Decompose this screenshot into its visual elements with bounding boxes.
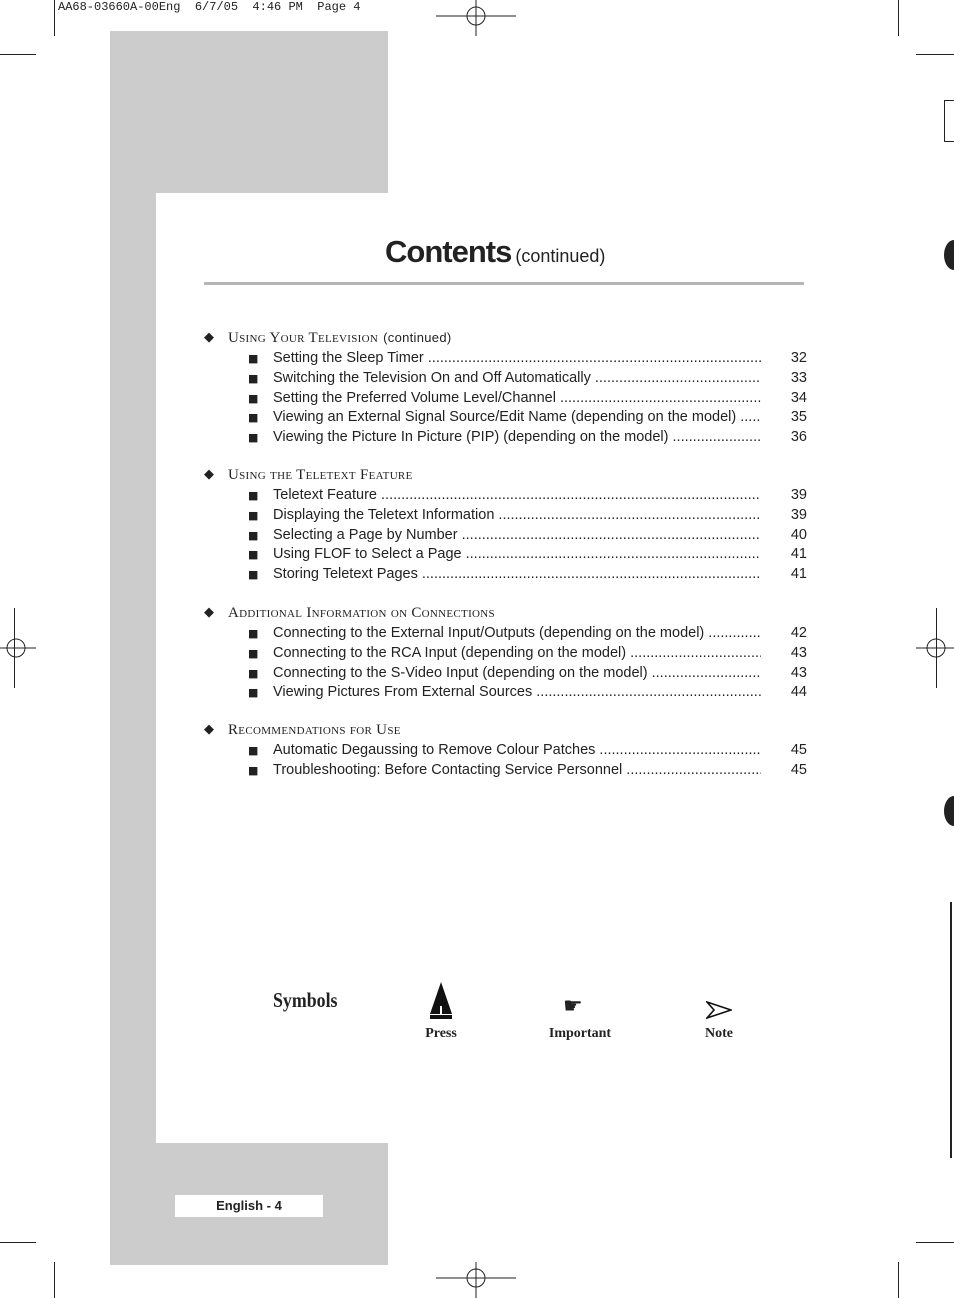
section-heading-sub: (continued) [383, 330, 452, 345]
crop-mark [54, 0, 55, 36]
title-rule [204, 282, 804, 285]
crop-mark [0, 54, 36, 55]
square-bullet-icon: ■ [248, 431, 259, 445]
square-bullet-icon: ■ [248, 763, 259, 777]
diamond-icon: ◆ [204, 722, 215, 737]
page-footer: English - 4 [175, 1195, 323, 1217]
symbols-label: Symbols [273, 988, 338, 1012]
crop-mark [916, 54, 954, 55]
toc-item[interactable] [204, 665, 824, 685]
toc-item[interactable] [204, 429, 824, 449]
press-arrow-icon [428, 982, 454, 1020]
edge-line [950, 902, 952, 1158]
toc-item-page: 45 [790, 761, 807, 778]
toc-item-label: Viewing Pictures From External Sources ..... [273, 684, 761, 700]
edge-tab-circle [944, 240, 954, 270]
square-bullet-icon: ■ [248, 666, 259, 680]
toc-item-page: 42 [790, 625, 807, 641]
toc-item[interactable] [204, 390, 824, 410]
toc-section [204, 467, 824, 586]
square-bullet-icon: ■ [248, 508, 259, 522]
crop-mark [898, 0, 899, 36]
toc-section [204, 722, 824, 782]
print-slug: AA68-03660A-00Eng 6/7/05 4:46 PM Page 4 [58, 0, 361, 14]
toc-item-page: 36 [790, 429, 807, 446]
edge-tab-circle [944, 796, 954, 826]
toc-item-page: 32 [790, 350, 807, 366]
section-heading [204, 467, 824, 487]
section-heading [204, 605, 824, 625]
edge-bracket [944, 100, 954, 142]
page-title [385, 234, 605, 270]
diamond-icon: ◆ [204, 605, 215, 620]
section-heading-text: Recommendations for Use [228, 722, 401, 738]
toc-item-page: 45 [790, 742, 807, 758]
toc-item-label: Storing Teletext Pages ..... [273, 566, 761, 582]
toc-item[interactable] [204, 527, 824, 547]
toc-item[interactable] [204, 409, 824, 429]
toc-item-label: Connecting to the RCA Input (depending on the model) ..... [273, 645, 761, 661]
toc-item-page: 41 [790, 546, 807, 563]
toc-item-page: 40 [790, 526, 807, 543]
toc-item[interactable] [204, 645, 824, 665]
toc-item-page: 39 [790, 487, 807, 503]
toc-item-label: Connecting to the S-Video Input (depending on the model) ..... [273, 665, 761, 681]
toc-item-label: Setting the Sleep Timer ..... [273, 350, 761, 366]
toc-section [204, 330, 824, 449]
toc-item-page: 41 [790, 566, 807, 583]
toc-item[interactable] [204, 566, 824, 586]
pointing-hand-icon: ☛ [563, 994, 583, 1019]
arrowhead-icon [706, 1001, 732, 1019]
toc-item-page: 43 [790, 644, 807, 661]
square-bullet-icon: ■ [248, 489, 259, 502]
section-heading-text: Using the Teletext Feature [228, 467, 413, 483]
toc-item[interactable] [204, 742, 824, 762]
toc-item[interactable] [204, 684, 824, 704]
crop-mark [0, 1242, 36, 1243]
toc-item-label: Using FLOF to Select a Page ..... [273, 546, 761, 562]
square-bullet-icon: ■ [248, 744, 259, 757]
square-bullet-icon: ■ [248, 686, 259, 700]
toc-item-page: 35 [790, 409, 807, 426]
crop-mark [916, 1242, 954, 1243]
section-heading-text: Additional Information on Connections [228, 605, 495, 621]
toc-item-label: Setting the Preferred Volume Level/Channel ..... [273, 390, 761, 406]
toc-item-label: Troubleshooting: Before Contacting Service Personnel ..... [273, 762, 761, 778]
toc-item-label: Displaying the Teletext Information ..... [273, 507, 761, 523]
toc-item[interactable] [204, 625, 824, 645]
diamond-icon: ◆ [204, 467, 215, 482]
square-bullet-icon: ■ [248, 568, 259, 582]
toc-item-label: Viewing the Picture In Picture (PIP) (depending on the model) ..... [273, 429, 761, 445]
toc-item-page: 44 [790, 684, 807, 701]
crop-mark [898, 1262, 899, 1298]
title-sub: (continued) [515, 246, 606, 266]
toc-item[interactable] [204, 370, 824, 390]
square-bullet-icon: ■ [248, 352, 259, 365]
toc-item[interactable] [204, 507, 824, 527]
square-bullet-icon: ■ [248, 646, 259, 660]
note-caption: Note [705, 1026, 733, 1041]
toc-item-page: 39 [790, 506, 807, 523]
toc-item[interactable] [204, 487, 824, 507]
toc-item-label: Connecting to the External Input/Outputs (depending on the model) ..... [273, 625, 761, 641]
square-bullet-icon: ■ [248, 391, 259, 405]
registration-mark-top [436, 0, 516, 36]
registration-mark-bottom [436, 1262, 516, 1298]
top-gray-band [110, 31, 388, 193]
square-bullet-icon: ■ [248, 528, 259, 542]
section-heading [204, 330, 824, 350]
toc-item[interactable] [204, 350, 824, 370]
title-main: Contents [385, 234, 512, 269]
toc-item[interactable] [204, 762, 824, 782]
left-gray-strip [110, 193, 156, 1265]
registration-mark-right [916, 628, 954, 668]
square-bullet-icon: ■ [248, 548, 259, 562]
square-bullet-icon: ■ [248, 371, 259, 385]
section-heading-text: Using Your Television [228, 330, 379, 346]
toc-item-label: Switching the Television On and Off Automatically ..... [273, 370, 761, 386]
crop-mark [54, 1262, 55, 1298]
toc-item-label: Selecting a Page by Number ..... [273, 527, 761, 543]
square-bullet-icon: ■ [248, 627, 259, 640]
toc-section [204, 605, 824, 704]
press-caption: Press [425, 1026, 457, 1041]
section-heading [204, 722, 824, 742]
registration-mark-left [0, 628, 36, 668]
important-caption: Important [548, 1026, 612, 1041]
toc-item-label: Viewing an External Signal Source/Edit Name (depending on the model) ..... [273, 409, 761, 425]
toc-item-label: Teletext Feature ..... [273, 487, 761, 503]
toc-item[interactable] [204, 546, 824, 566]
toc-item-page: 43 [790, 664, 807, 681]
toc-item-page: 34 [790, 389, 807, 406]
diamond-icon: ◆ [204, 330, 215, 345]
toc-item-page: 33 [790, 369, 807, 386]
square-bullet-icon: ■ [248, 411, 259, 425]
toc-item-label: Automatic Degaussing to Remove Colour Patches ..... [273, 742, 761, 758]
